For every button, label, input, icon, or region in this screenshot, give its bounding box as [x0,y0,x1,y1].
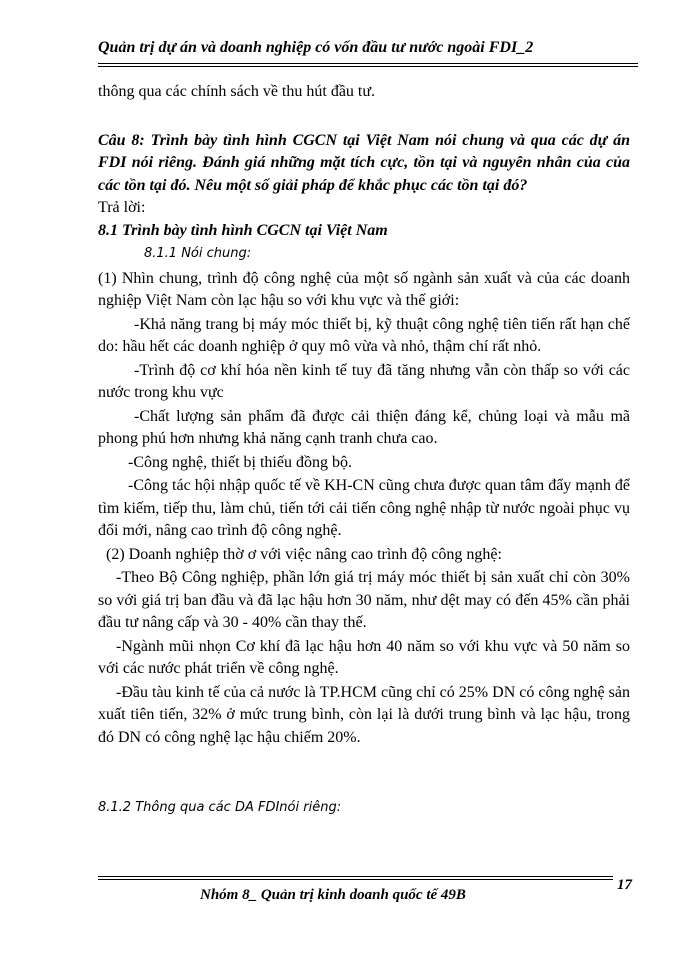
page-number: 17 [617,877,632,893]
question-heading: Câu 8: Trình bày tình hình CGCN tại Việt Nam nói chung và qua các dự án FDI nói riêng. Đánh giá những mặt tích cực, tồn tại và nguyên nhân của của các tồn tại đó. Nêu một số giải pháp để khắc phục các tồn tại đó? [98,131,630,194]
footer-rule-bottom [98,879,613,880]
document-body [98,81,630,820]
intro-paragraph: thông qua các chính sách về thu hút đầu tư. [98,83,376,100]
bullet-item: -Khả năng trang bị máy móc thiết bị, kỹ thuật công nghệ tiên tiến rất hạn chế do: hầu hết các doanh nghiệp ở quy mô vừa và nhỏ, thậm chí rất nhỏ. [98,315,630,355]
bullet-item: -Chất lượng sản phẩm đã được cải thiện đáng kể, chủng loại và mẫu mã phong phú hơn nhưng khả năng cạnh tranh chưa cao. [98,407,630,447]
bullet-item: -Theo Bộ Công nghiệp, phần lớn giá trị máy móc thiết bị sản xuất chỉ còn 30% so với giá trị ban đầu và đã lạc hậu hơn 30 năm, như dệt may có đến 45% cần phải đầu tư nâng cấp và 30 - 40% cần thay thế. [98,569,630,631]
header-rule-bottom [98,66,638,67]
subsection-heading-8-1-1: 8.1.1 Nói chung: [144,246,252,261]
subsection-heading-8-1-2: 8.1.2 Thông qua các DA FDInói riêng: [98,800,342,815]
paragraph-2: (2) Doanh nghiệp thờ ơ với việc nâng cao trình độ công nghệ: [106,545,502,563]
paragraph-1: (1) Nhìn chung, trình độ công nghệ của một số ngành sản xuất và của các doanh nghiệp Việt Nam còn lạc hậu so với khu vực và thế giới: [98,269,630,309]
bullet-item: -Đầu tàu kinh tế của cả nước là TP.HCM cũng chỉ có 25% DN có công nghệ sản xuất tiên tiến, 32% ở mức trung bình, còn lại là dưới trung bình và lạc hậu, trong đó DN có công nghệ lạc hậu chiếm 20%. [98,683,630,746]
answer-label: Trả lời: [98,199,146,216]
bullet-item: -Ngành mũi nhọn Cơ khí đã lạc hậu hơn 40 năm so với khu vực và 50 năm so với các nước phát triển về công nghệ. [98,637,630,677]
section-heading-8-1: 8.1 Trình bày tình hình CGCN tại Việt Nam [98,221,388,239]
header-title: Quản trị dự án và doanh nghiệp có vốn đầu tư nước ngoài FDI_2 [98,39,534,56]
footer-rule-top [98,876,613,877]
footer-text: Nhóm 8_ Quản trị kinh doanh quốc tế 49B [200,887,466,903]
bullet-item: -Trình độ cơ khí hóa nền kinh tế tuy đã tăng nhưng vẫn còn thấp so với các nước trong khu vực [98,361,630,401]
header-rule-top [98,63,638,64]
bullet-item: -Công tác hội nhập quốc tế về KH-CN cũng chưa được quan tâm đẩy mạnh để tìm kiếm, tiếp thu, làm chủ, tiến tới cải tiến công nghệ nhập từ nước ngoài phục vụ đổi mới, nâng cao trình độ công nghệ. [98,477,630,539]
bullet-item: -Công nghệ, thiết bị thiếu đồng bộ. [128,453,352,471]
